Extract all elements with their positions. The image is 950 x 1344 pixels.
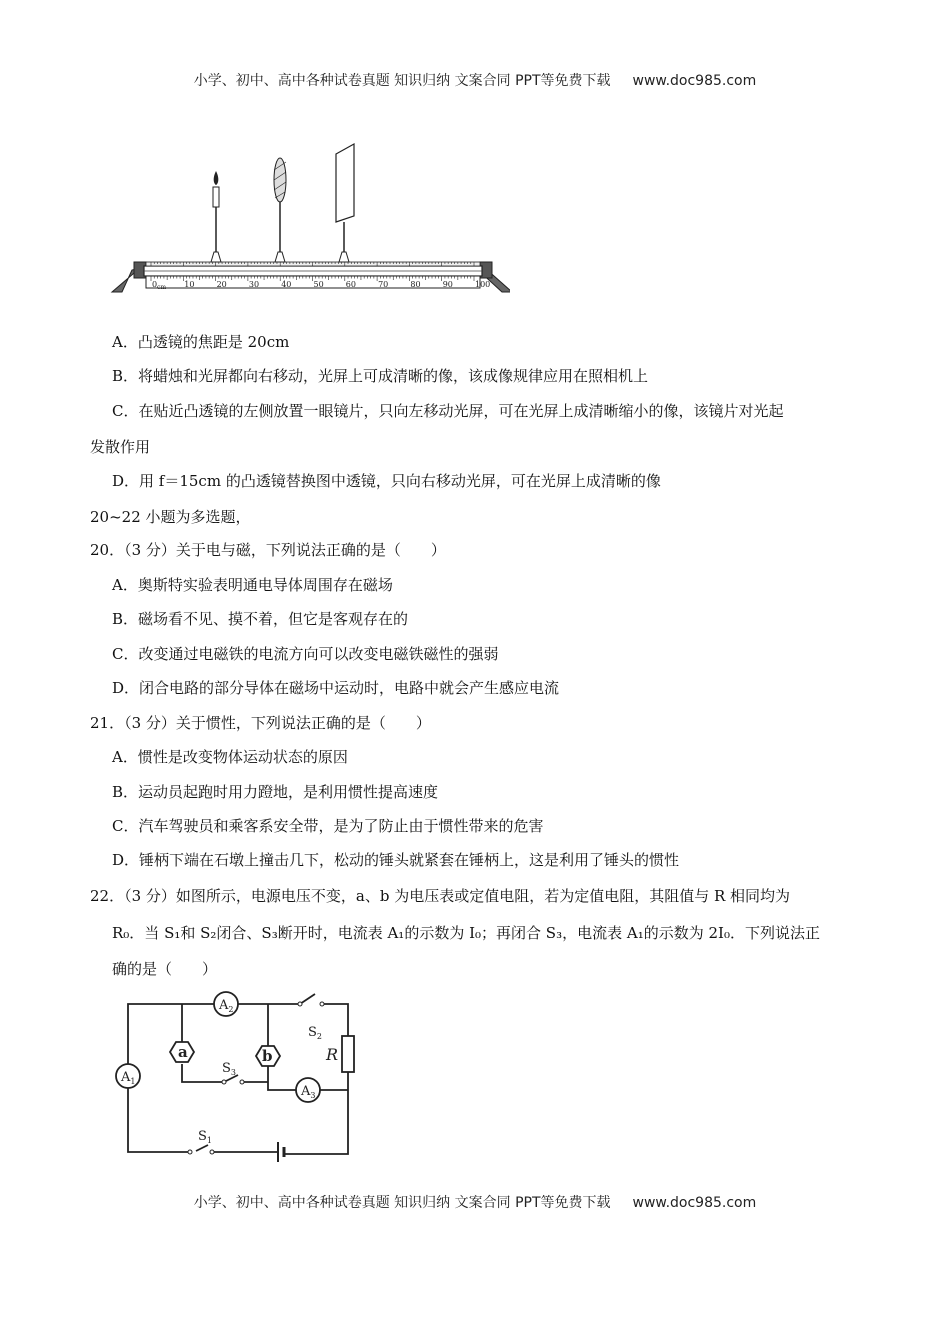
element-a-label: a (178, 1043, 188, 1061)
q20-option-d: D．闭合电路的部分导体在磁场中运动时，电路中就会产生感应电流 (112, 679, 560, 697)
q19-option-c-cont: 发散作用 (90, 438, 151, 456)
resistor-r-label: R (326, 1045, 339, 1064)
scale-label: 50 (313, 280, 324, 289)
element-b-label: b (262, 1047, 273, 1065)
q19-option-d: D．用 f＝15cm 的凸透镜替换图中透镜，只向右移动光屏，可在光屏上成清晰的像 (112, 472, 661, 490)
q21-option-b: B．运动员起跑时用力蹬地，是利用惯性提高速度 (112, 783, 439, 801)
multi-choice-note: 20~22 小题为多选题， (90, 508, 251, 526)
light-screen (336, 144, 354, 262)
q21-option-a: A．惯性是改变物体运动状态的原因 (112, 748, 348, 766)
q20-option-b: B．磁场看不见、摸不着，但它是客观存在的 (112, 610, 409, 628)
ammeter-a1-label: $A_1$ (121, 1070, 136, 1086)
scale-unit: cm (157, 284, 167, 291)
switch-s1-label: $S_1$ (198, 1129, 212, 1145)
candle (211, 171, 221, 262)
scale-label: 0 (152, 280, 158, 289)
q20-option-c: C．改变通过电磁铁的电流方向可以改变电磁铁磁性的强弱 (112, 645, 499, 663)
q20-option-a: A．奥斯特实验表明通电导体周围存在磁场 (112, 576, 393, 594)
q19-option-c: C．在贴近凸透镜的左侧放置一眼镜片，只向左移动光屏，可在光屏上成清晰缩小的像，该镜片对光起 (112, 402, 784, 420)
footer-url[interactable]: www.doc985.com (632, 1195, 757, 1211)
q22-stem-line1: 22．（3 分）如图所示，电源电压不变，a、b 为电压表或定值电阻，若为定值电阻，其阻值与 R 相同均为 (90, 887, 791, 905)
page-header (0, 70, 950, 90)
scale-label: 40 (281, 280, 292, 289)
convex-lens (274, 158, 286, 262)
circuit-diagram (112, 990, 362, 1162)
q19-option-b: B．将蜡烛和光屏都向右移动，光屏上可成清晰的像，该成像规律应用在照相机上 (112, 367, 649, 385)
scale-label: 100 (475, 280, 491, 289)
switch-s2-label: $S_2$ (308, 1025, 322, 1041)
scale-label: 60 (345, 280, 356, 289)
header-url[interactable]: www.doc985.com (632, 73, 757, 89)
optical-bench-figure (110, 140, 510, 295)
page-footer (0, 1192, 950, 1212)
scale-label: 80 (410, 280, 421, 289)
footer-text: 小学、初中、高中各种试卷真题 知识归纳 文案合同 PPT等免费下载 (193, 1195, 611, 1211)
q22-stem-line2: R₀．当 S₁和 S₂闭合、S₃断开时，电流表 A₁的示数为 I₀；再闭合 S₃，电流表 A₁的示数为 2I₀．下列说法正 (112, 924, 820, 942)
q19-option-a: A．凸透镜的焦距是 20cm (112, 333, 290, 351)
scale-label: 70 (378, 280, 389, 289)
ammeter-a3-label: $A_3$ (301, 1084, 316, 1100)
scale-label: 90 (442, 280, 453, 289)
scale-label: 30 (248, 280, 260, 289)
scale-label: 20 (216, 280, 227, 289)
ammeter-a2-label: $A_2$ (219, 998, 234, 1014)
header-text: 小学、初中、高中各种试卷真题 知识归纳 文案合同 PPT等免费下载 (193, 73, 611, 89)
q21-option-c: C．汽车驾驶员和乘客系安全带，是为了防止由于惯性带来的危害 (112, 817, 544, 835)
q21-stem: 21．（3 分）关于惯性，下列说法正确的是（ ） (90, 714, 431, 732)
q22-stem-line3: 确的是（ ） (112, 960, 218, 978)
q20-stem: 20．（3 分）关于电与磁，下列说法正确的是（ ） (90, 541, 446, 559)
switch-s3-label: $S_3$ (222, 1061, 236, 1077)
scale-label: 10 (184, 280, 195, 289)
q21-option-d: D．锤柄下端在石墩上撞击几下，松动的锤头就紧套在锤柄上，这是利用了锤头的惯性 (112, 851, 680, 869)
